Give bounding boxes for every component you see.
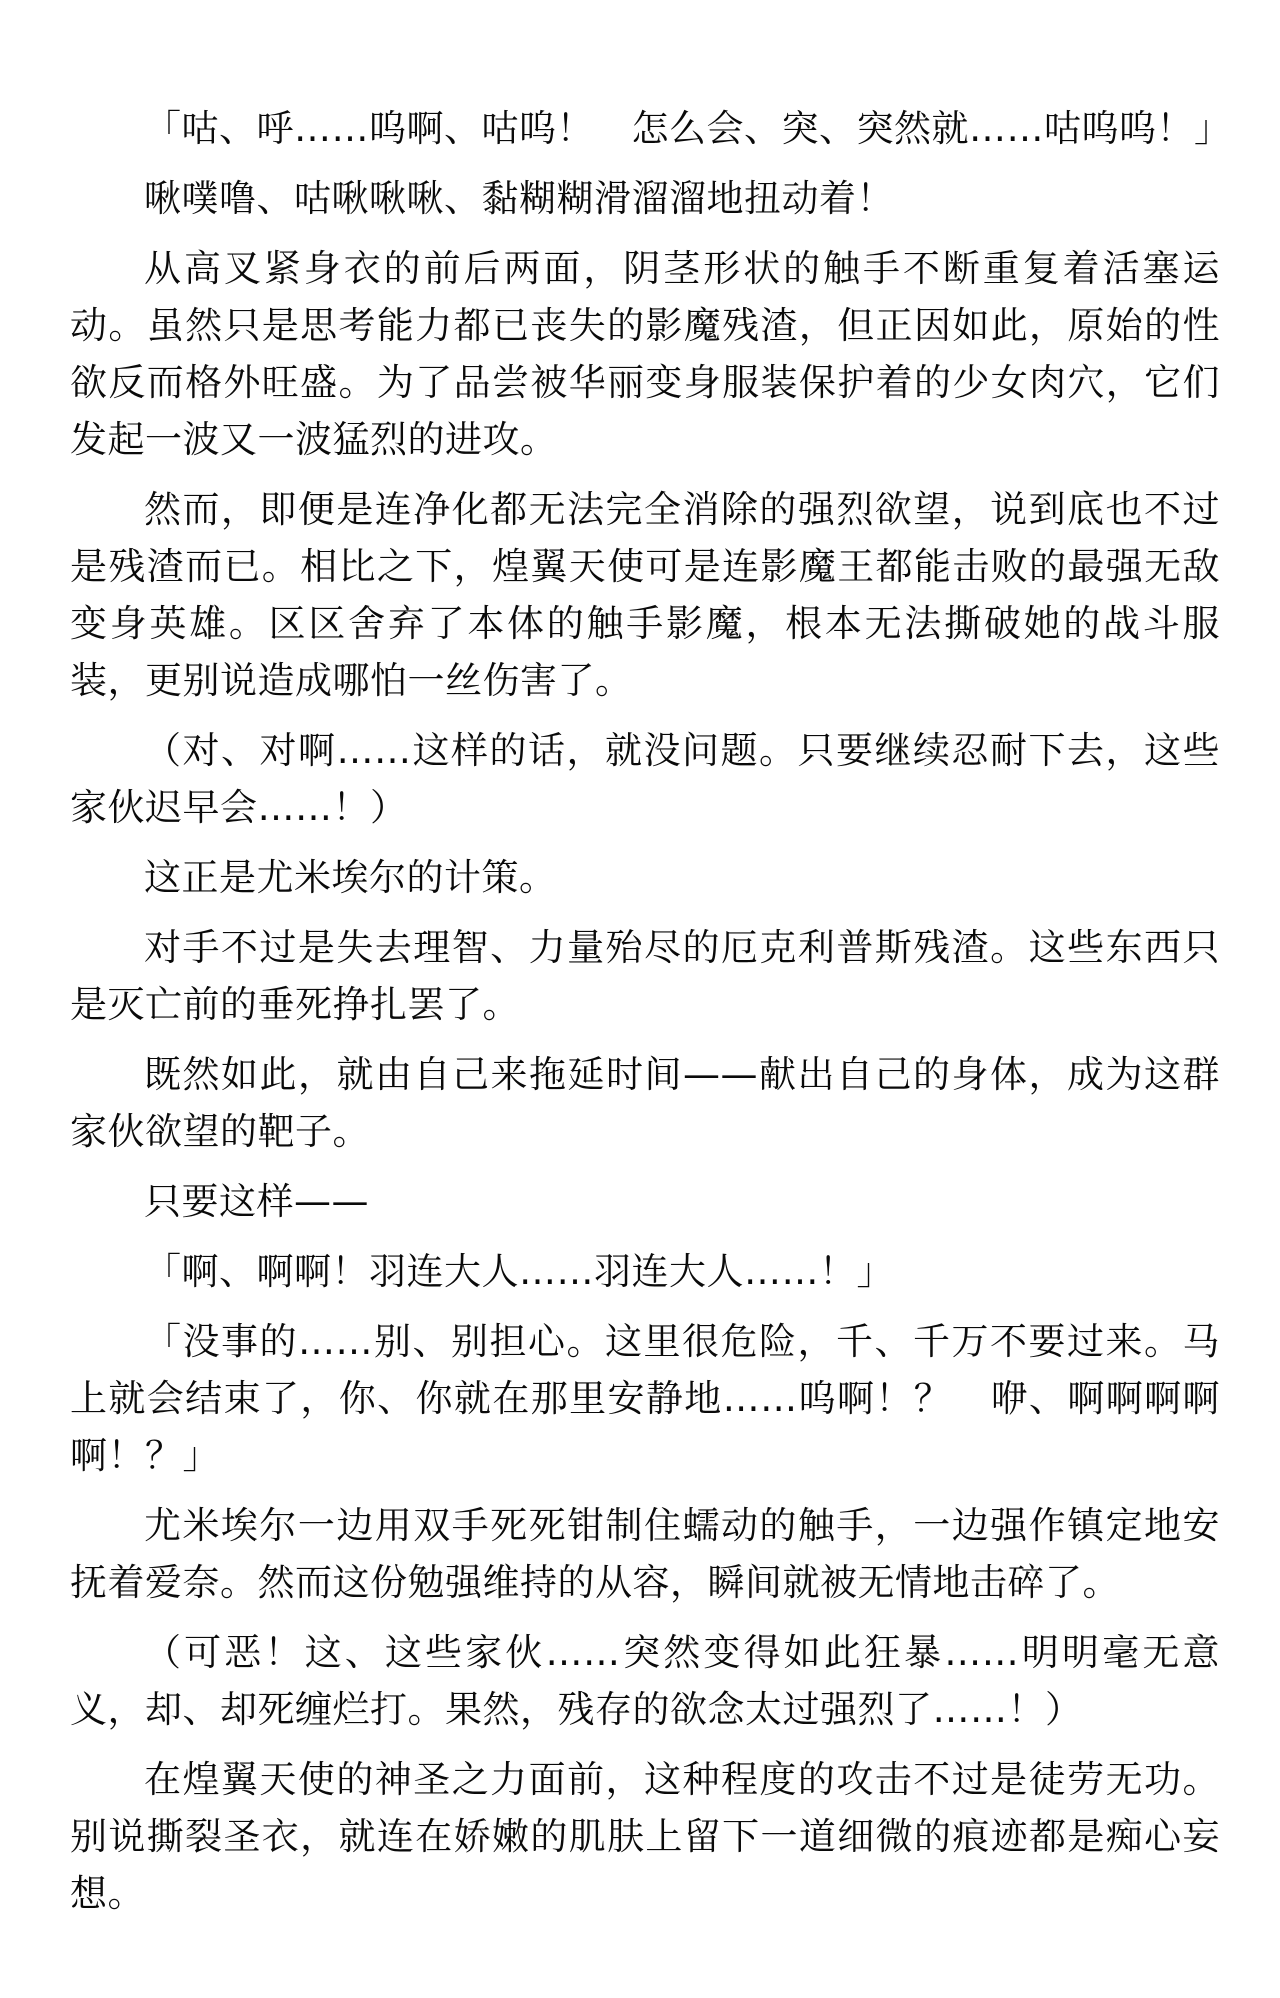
paragraph-14: 在煌翼天使的神圣之力面前，这种程度的攻击不过是徒劳无功。别说撕裂圣衣，就连在娇嫩的肌肤上留下一道细微的痕迹都是痴心妄想。	[70, 1758, 1220, 1915]
paragraph-6: 这正是尤米埃尔的计策。	[144, 856, 557, 899]
paragraph-4: 然而，即便是连净化都无法完全消除的强烈欲望，说到底也不过是残渣而已。相比之下，煌翼天使可是连影魔王都能击败的最强无敌变身英雄。区区舍弃了本体的触手影魔，根本无法撕破她的战斗服装，更别说造成哪怕一丝伤害了。	[70, 488, 1220, 702]
paragraph-12: 尤米埃尔一边用双手死死钳制住蠕动的触手，一边强作镇定地安抚着爱奈。然而这份勉强维持的从容，瞬间就被无情地击碎了。	[70, 1504, 1220, 1604]
paragraph-9: 只要这样——	[144, 1180, 369, 1223]
paragraph-1: 「咕、呼……呜啊、咕呜！ 怎么会、突、突然就……咕呜呜！」	[144, 107, 1232, 150]
paragraph-5: （对、对啊……这样的话，就没问题。只要继续忍耐下去，这些家伙迟早会……！）	[70, 729, 1220, 829]
paragraph-11: 「没事的……别、别担心。这里很危险，千、千万不要过来。马上就会结束了，你、你就在那里安静地……呜啊！？ 咿、啊啊啊啊啊！？」	[70, 1320, 1220, 1477]
paragraph-3: 从高叉紧身衣的前后两面，阴茎形状的触手不断重复着活塞运动。虽然只是思考能力都已丧失的影魔残渣，但正因如此，原始的性欲反而格外旺盛。为了品尝被华丽变身服装保护着的少女肉穴，它们发起一波又一波猛烈的进攻。	[70, 247, 1220, 461]
paragraph-2: 啾噗噜、咕啾啾啾、黏糊糊滑溜溜地扭动着！	[144, 177, 894, 220]
document-page	[70, 100, 1232, 1935]
paragraph-8: 既然如此，就由自己来拖延时间——献出自己的身体，成为这群家伙欲望的靶子。	[70, 1053, 1220, 1153]
paragraph-7: 对手不过是失去理智、力量殆尽的厄克利普斯残渣。这些东西只是灭亡前的垂死挣扎罢了。	[70, 926, 1220, 1026]
paragraph-10: 「啊、啊啊！羽连大人……羽连大人……！」	[144, 1250, 894, 1293]
paragraph-13: （可恶！这、这些家伙……突然变得如此狂暴……明明毫无意义，却、却死缠烂打。果然，残存的欲念太过强烈了……！）	[70, 1631, 1220, 1731]
